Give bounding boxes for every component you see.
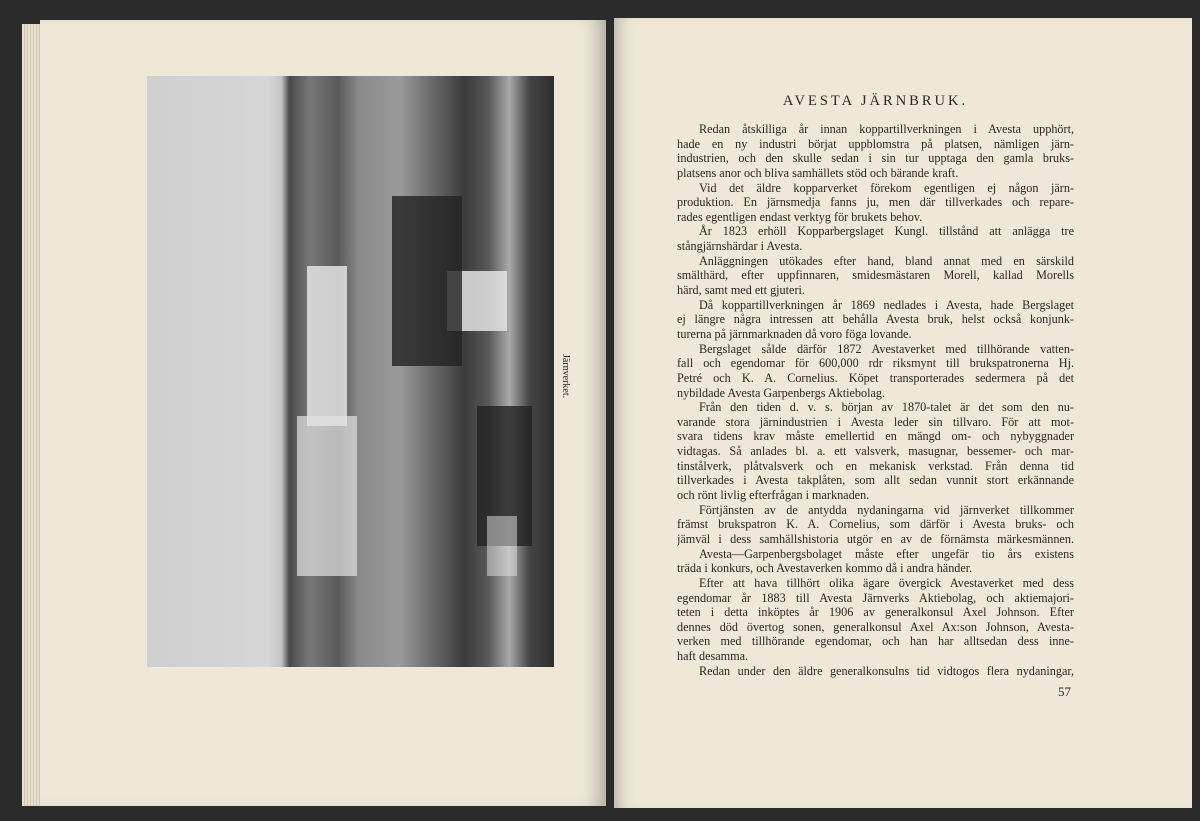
text-line: teten i detta inköptes år 1906 av generalkonsul Axel Johnson. Efter bbox=[677, 605, 1074, 620]
photo-caption: Järnverket. bbox=[560, 354, 571, 399]
text-line: ej längre några intressen att behålla Avesta bruk, helst också konjunk- bbox=[677, 312, 1074, 327]
page-number: 57 bbox=[1058, 684, 1071, 699]
text-line: varande stora järnindustrien i Avesta leder sin tillvaro. För att mot- bbox=[677, 414, 1074, 429]
photo-roof bbox=[392, 196, 462, 366]
text-line: industrien, och den skulle sedan i sin tur upptaga den gamla bruks- bbox=[677, 151, 1074, 166]
text-line: främst brukspatron K. A. Cornelius, som därför i Avesta bruks- och bbox=[677, 517, 1074, 532]
text-line: nybildade Avesta Garpenbergs Aktiebolag. bbox=[677, 385, 886, 400]
photo-building bbox=[307, 266, 347, 426]
text-line: smälthärd, efter uppfinnaren, smidesmästaren Morell, kallad Morells bbox=[677, 268, 1074, 283]
text-line: och rönt livlig efterfrågan i marknaden. bbox=[677, 488, 870, 503]
text-line: turerna på järnmarknaden då voro föga lovande. bbox=[677, 326, 912, 341]
text-line: År 1823 erhöll Kopparbergslaget Kungl. tillstånd att anlägga tre bbox=[699, 224, 1074, 239]
text-line: härd, samt med ett gjuteri. bbox=[677, 283, 805, 298]
page-stack-edge bbox=[22, 24, 42, 806]
text-line: Då koppartillverkningen år 1869 nedlades i Avesta, hade Bergslaget bbox=[699, 297, 1074, 312]
text-line: hade en ny industri börjat uppblomstra på platsen, nämligen järn- bbox=[677, 136, 1074, 151]
text-line: rades egentligen endast verktyg för brukets behov. bbox=[677, 209, 923, 224]
text-line: egendomar år 1883 till Avesta Järnverks Aktiebolag, och aktiemajori- bbox=[677, 590, 1074, 605]
text-line: Petré och K. A. Cornelius. Köpet transporterades sedermera på det bbox=[677, 370, 1074, 385]
chapter-title: AVESTA JÄRNBRUK. bbox=[782, 93, 969, 109]
text-line: Anläggningen utökades efter hand, bland annat med en särskild bbox=[699, 253, 1074, 268]
text-line: jämväl i dess samhällshistoria utgör en av de förnämsta märkesmännen. bbox=[677, 531, 1074, 546]
body-text bbox=[677, 122, 1074, 678]
text-line: Bergslaget sålde därför 1872 Avestaverket med tillhörande vatten- bbox=[699, 341, 1074, 356]
text-line: vidtagas. Så anlades bl. a. ett valsverk, masugnar, bessemer- och mar- bbox=[677, 444, 1074, 459]
text-line: svara tidens krav måste emellertid en mängd om- och nybyggnader bbox=[677, 429, 1074, 444]
text-line: Avesta—Garpenbergsbolaget måste efter ungefär tio års existens bbox=[699, 546, 1074, 561]
text-line: Vid det äldre kopparverket förekom egentligen ej någon järn- bbox=[699, 180, 1074, 195]
text-line: Redan åtskilliga år innan koppartillverkningen i Avesta upphört, bbox=[699, 122, 1074, 136]
text-line: verken med tillhörande egendomar, och han har alltsedan dess inne- bbox=[677, 634, 1074, 649]
text-line: Från den tiden d. v. s. början av 1870-talet är det som den nu- bbox=[699, 400, 1074, 415]
text-line: fall och egendomar för 600,000 rdr riksmynt till brukspatronerna Hj. bbox=[677, 356, 1074, 371]
text-line: Förtjänsten av de antydda nydaningarna vid järnverket tillkommer bbox=[699, 502, 1074, 517]
text-line: Redan under den äldre generalkonsulns tid vidtogos flera nydaningar, bbox=[699, 663, 1074, 678]
photo-jarnverket bbox=[147, 76, 554, 667]
text-line: tinstålverk, plåtvalsverk och en mekanisk verkstad. Från denna tid bbox=[677, 458, 1074, 473]
text-line: platsens anor och bliva samhällets stöd och bärande kraft. bbox=[677, 165, 959, 180]
text-line: haft desamma. bbox=[677, 649, 749, 664]
photo-building bbox=[487, 516, 517, 576]
text-line: dennes död övertog sonen, generalkonsul Axel Ax:son Johnson, Avesta- bbox=[677, 619, 1074, 634]
text-line: träda i konkurs, och Avestaverken kommo då i andra händer. bbox=[677, 561, 973, 576]
text-line: produktion. En järnsmedja fanns ju, men där tillverkades och repare- bbox=[677, 195, 1074, 210]
text-line: stångjärnshärdar i Avesta. bbox=[677, 239, 803, 254]
text-line: tillverkades i Avesta takplåten, som allt sedan vunnit stort erkännande bbox=[677, 473, 1074, 488]
text-line: Efter att hava tillhört olika ägare övergick Avestaverket med dess bbox=[699, 575, 1074, 590]
photo-building bbox=[297, 416, 357, 576]
